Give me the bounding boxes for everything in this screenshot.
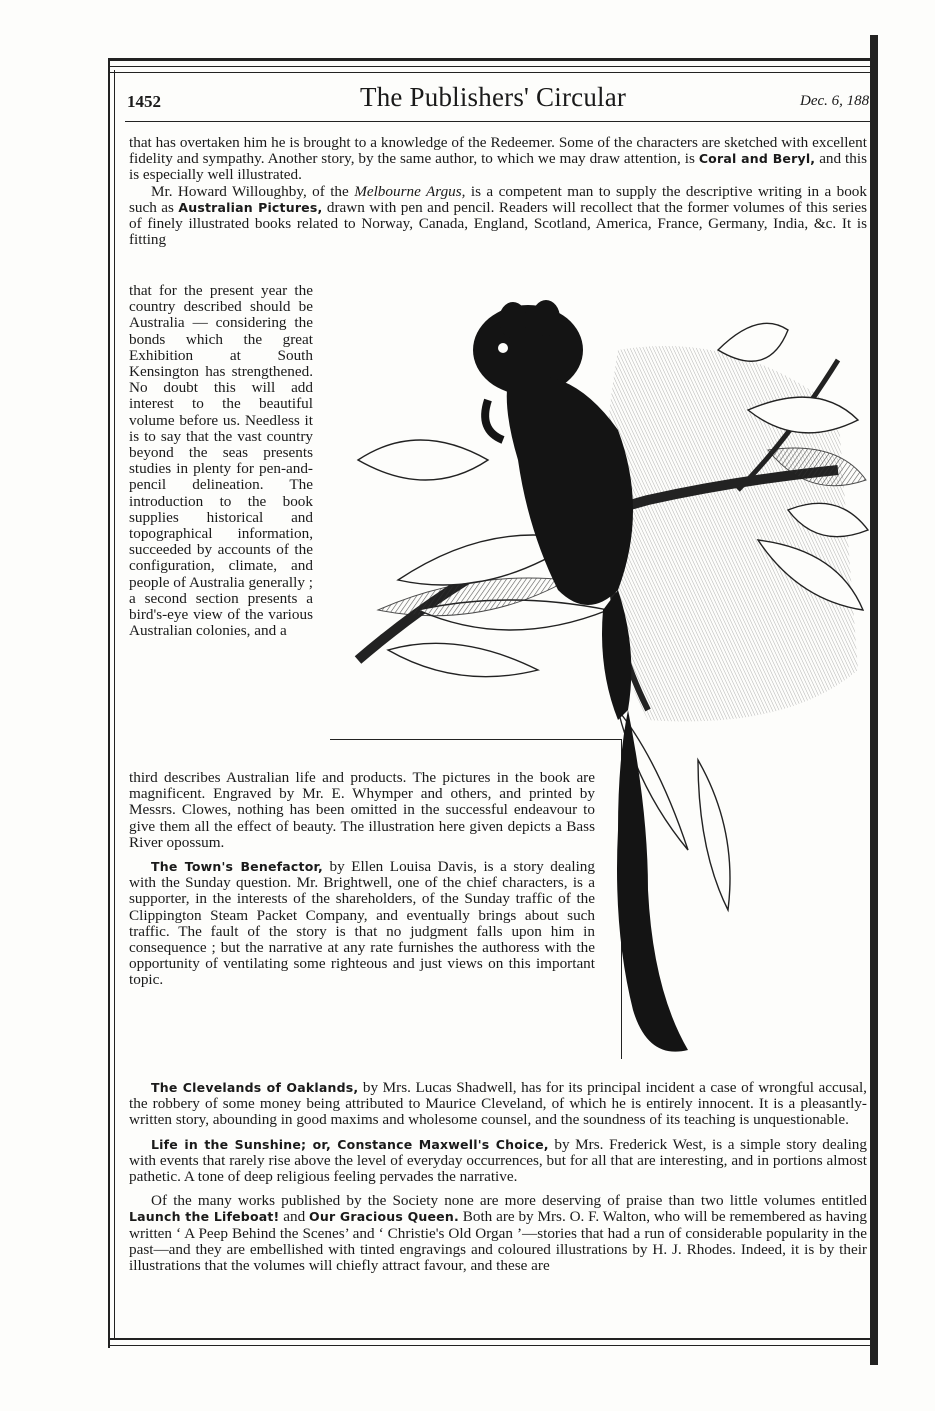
walton-paragraph: Of the many works published by the Society none are more deserving of praise than two little volumes entitled Launch the Lifeboat! and Our Gracious Queen. Both are by Mrs. O. F. Walton, who will be remembered as having written ‘ A Peep Behind the Scenes’ and ‘ Christie's Old Organ ’—stories that had a run of considerable popularity in the past—and they are embellished with tinted engravings and coloured illustrations by H. J. Rhodes. Indeed, it is by their illustrations that the volumes will chiefly attract favour, and these are [129,1192,867,1275]
intro-text [129,135,867,248]
intro-paragraph-1: that has overtaken him he is brought to a knowledge of the Redeemer. Some of the characters are sketched with excellent fidelity and sympathy. Another story, by the same author, to which we may draw attention, is Coral and Beryl, and this is especially well illustrated. [129,135,867,184]
clevelands-paragraph: The Clevelands of Oaklands, by Mrs. Lucas Shadwell, has for its principal incident a case of wrongful accusal, the robbery of some money being attributed to Maurice Cleveland, of which he is entirely innocent. It is a pleasantly-written story, abounding in good maxims and wholesome counsel, and the soundness of its teaching is unquestionable. [129,1080,867,1129]
book-title-launch-the-lifeboat: Launch the Lifeboat! [129,1209,280,1225]
top-rule-thick [110,58,870,61]
book-title-our-gracious-queen: Our Gracious Queen. [309,1209,459,1225]
left-border [108,58,110,1348]
publication-title: The Publishers' Circular [360,82,627,112]
book-title-clevelands: The Clevelands of Oaklands, [151,1080,359,1095]
bottom-rule-thin [110,1345,870,1346]
book-title-towns-benefactor: The Town's Benefactor, [151,859,323,875]
book-title-australian-pictures: Australian Pictures, [178,199,323,215]
life-in-sunshine-paragraph: Life in the Sunshine; or, Constance Maxwell's Choice, by Mrs. Frederick West, is a simple story dealing with events that rarely rise above the level of everyday occurrences, but for all that are interesting, and in portions almost pathetic. A tone of deep religious feeling pervades the narrative. [129,1135,867,1186]
page-number: 1452 [127,92,161,111]
left-column-text: that for the present year the country described should be Australia — considering the bonds which the great Exhibition at South Kensington has strengthened. No doubt this will add interest to the beautiful volume before us. Needless it is to say that the vast country beyond the seas presents studies in plenty for pen-and-pencil delineation. The introduction to the book supplies historical and topographical information, succeeded by accounts of the configuration, climate, and people of Australia generally ; a second section presents a bird's-eye view of the various Australian colonies, and a [129,283,313,640]
bottom-left-text [129,770,595,989]
lower-text [129,1080,867,1274]
book-title-life-in-sunshine: Life in the Sunshine; or, Constance Maxwell's Choice, [151,1136,549,1152]
towns-benefactor-paragraph: The Town's Benefactor, by Ellen Louisa Davis, is a story dealing with the Sunday question. Mr. Brightwell, one of the chief characters, is a supporter, in the interests of the shareholders, of the Sunday traffic of the Clippington Steam Packet Company, and eventually brings about such traffic. The fault of the story is that no judgment falls upon him in consequence ; but the narrative at any rate furnishes the authoress with the opportunity of ventilating some righteous and just views on this important topic. [129,858,595,989]
newspaper-name: Melbourne Argus, [354,182,466,200]
illustration-caption-paragraph: third describes Australian life and products. The pictures in the book are magnificent. Engraved by Mr. E. Whymper and others, and printed by Messrs. Clowes, nothing has been omitted in the successful endeavour to give them all the effect of beauty. The illustration here given depicts a Bass River opossum. [129,770,595,851]
top-rule-thin [110,66,870,67]
book-title-coral-and-beryl: Coral and Beryl, [698,151,816,167]
issue-date: Dec. 6, 188 [800,93,870,109]
left-border-inner [114,70,115,1340]
top-rule-double [110,72,870,73]
intro-paragraph-2: Mr. Howard Willoughby, of the Melbourne Argus, is a competent man to supply the descriptive writing in a book such as Australian Pictures, drawn with pen and pencil. Readers will recollect that the former volumes of this series of finely illustrated books related to Norway, Canada, England, Scotland, America, France, Germany, India, &c. It is fitting [129,182,867,249]
header-underline [125,121,870,122]
bottom-rule [110,1338,870,1340]
